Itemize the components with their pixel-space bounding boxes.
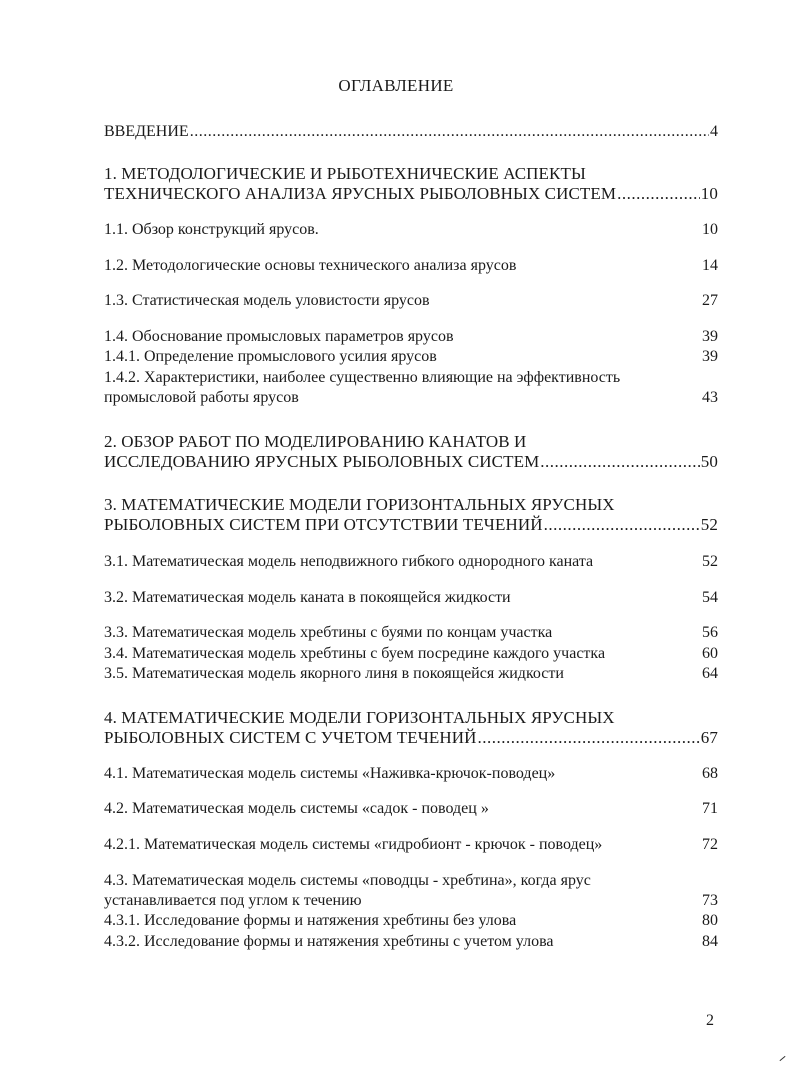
toc-entry-page: 50 — [700, 452, 718, 471]
toc-entry-page: 27 — [702, 292, 718, 309]
toc-chapter-1-line1: 1. МЕТОДОЛОГИЧЕСКИЕ И РЫБОТЕХНИЧЕСКИЕ АСПЕКТЫ — [104, 164, 586, 183]
toc-entry-text: 1.4.1. Определение промыслового усилия ярусов — [104, 348, 437, 365]
toc-entry-1-3[interactable] — [104, 291, 718, 311]
toc-chapter-3-line1: 3. МАТЕМАТИЧЕСКИЕ МОДЕЛИ ГОРИЗОНТАЛЬНЫХ ЯРУСНЫХ — [104, 495, 615, 514]
toc-entry-3-4[interactable] — [104, 644, 718, 664]
toc-entry-page: 67 — [700, 728, 718, 747]
toc-entry-text: 3.2. Математическая модель каната в покоящейся жидкости — [104, 589, 511, 606]
toc-entry-text: 3.3. Математическая модель хребтины с буями по концам участка — [104, 624, 553, 641]
toc-entry-4-3-line1: 4.3. Математическая модель системы «поводцы - хребтина», когда ярус — [104, 872, 591, 889]
toc-entry-page: 54 — [702, 589, 718, 606]
toc-entry-page: 14 — [702, 257, 718, 274]
toc-entry-1-1[interactable] — [104, 220, 718, 240]
leader-dots — [478, 728, 700, 748]
leader-dots — [190, 122, 709, 142]
toc-entry-text: 4.2. Математическая модель системы «садок - поводец » — [104, 800, 489, 817]
toc-chapter-1[interactable] — [104, 184, 718, 204]
toc-entry-4-2[interactable] — [104, 799, 718, 819]
toc-entry-page: 56 — [702, 624, 718, 641]
toc-entry-1-4-1[interactable] — [104, 347, 718, 367]
toc-entry-page: 39 — [702, 348, 718, 365]
leader-dots — [544, 515, 700, 535]
page-number: 2 — [706, 1012, 714, 1029]
leader-dots — [540, 452, 700, 472]
toc-entry-text: 1.1. Обзор конструкций ярусов. — [104, 221, 319, 238]
toc-entry-4-3[interactable] — [104, 891, 718, 911]
toc-entry-text: устанавливается под углом к течению — [104, 892, 362, 909]
toc-entry-page: 68 — [702, 765, 718, 782]
toc-entry-text: ИССЛЕДОВАНИЮ ЯРУСНЫХ РЫБОЛОВНЫХ СИСТЕМ — [104, 452, 540, 471]
toc-entry-page: 80 — [702, 912, 718, 929]
toc-entry-page: 10 — [702, 221, 718, 238]
scan-mark — [779, 1056, 785, 1061]
toc-entry-4-3-2[interactable] — [104, 932, 718, 952]
toc-entry-page: 52 — [700, 515, 718, 534]
toc-entry-3-2[interactable] — [104, 588, 718, 608]
toc-entry-page: 72 — [702, 836, 718, 853]
toc-entry-text: 3.1. Математическая модель неподвижного гибкого однородного каната — [104, 553, 594, 570]
toc-entry-page: 71 — [702, 800, 718, 817]
toc-entry-text: 1.3. Статистическая модель уловистости ярусов — [104, 292, 430, 309]
toc-entry-text: 1.4. Обоснование промысловых параметров ярусов — [104, 328, 454, 345]
toc-entry-4-3-1[interactable] — [104, 911, 718, 931]
toc-entry-page: 64 — [702, 665, 718, 682]
toc-entry-page: 60 — [702, 645, 718, 662]
toc-entry-text: 4.2.1. Математическая модель системы «гидробионт - крючок - поводец» — [104, 836, 603, 853]
toc-entry-text: 3.4. Математическая модель хребтины с буем посредине каждого участка — [104, 645, 606, 662]
leader-dots — [617, 184, 700, 204]
toc-entry-text: ТЕХНИЧЕСКОГО АНАЛИЗА ЯРУСНЫХ РЫБОЛОВНЫХ СИСТЕМ — [104, 184, 617, 203]
toc-entry-page: 84 — [702, 933, 718, 950]
toc-entry-1-4-2[interactable] — [104, 388, 718, 408]
toc-chapter-4[interactable] — [104, 728, 718, 748]
toc-entry-4-2-1[interactable] — [104, 835, 718, 855]
toc-entry-text: РЫБОЛОВНЫХ СИСТЕМ ПРИ ОТСУТСТВИИ ТЕЧЕНИЙ — [104, 515, 543, 534]
toc-entry-page: 73 — [702, 892, 718, 909]
toc-chapter-2-line1: 2. ОБЗОР РАБОТ ПО МОДЕЛИРОВАНИЮ КАНАТОВ И — [104, 432, 527, 451]
toc-entry-3-5[interactable] — [104, 664, 718, 684]
toc-entry-text: 1.2. Методологические основы технического анализа ярусов — [104, 257, 517, 274]
toc-entry-1-4[interactable] — [104, 327, 718, 347]
toc-entry-text: промысловой работы ярусов — [104, 389, 299, 406]
toc-entry-page: 52 — [702, 553, 718, 570]
toc-chapter-2[interactable] — [104, 452, 718, 472]
toc-entry-text: ВВЕДЕНИЕ — [104, 123, 189, 140]
toc-entry-text: 4.1. Математическая модель системы «Наживка-крючок-поводец» — [104, 765, 556, 782]
toc-entry-page: 4 — [710, 123, 718, 140]
toc-chapter-4-line1: 4. МАТЕМАТИЧЕСКИЕ МОДЕЛИ ГОРИЗОНТАЛЬНЫХ ЯРУСНЫХ — [104, 708, 615, 727]
toc-entry-text: 4.3.1. Исследование формы и натяжения хребтины без улова — [104, 912, 517, 929]
toc-entry-text: 4.3.2. Исследование формы и натяжения хребтины с учетом улова — [104, 933, 554, 950]
toc-entry-intro[interactable] — [104, 122, 718, 142]
toc-entry-1-2[interactable] — [104, 256, 718, 276]
toc-entry-4-1[interactable] — [104, 764, 718, 784]
toc-chapter-3[interactable] — [104, 515, 718, 535]
toc-entry-3-1[interactable] — [104, 552, 718, 572]
toc-entry-text: 3.5. Математическая модель якорного линя в покоящейся жидкости — [104, 665, 564, 682]
toc-entry-text: РЫБОЛОВНЫХ СИСТЕМ С УЧЕТОМ ТЕЧЕНИЙ — [104, 728, 477, 747]
toc-entry-page: 43 — [702, 389, 718, 406]
toc-entry-1-4-2-line1: 1.4.2. Характеристики, наиболее существенно влияющие на эффективность — [104, 369, 621, 386]
toc-entry-page: 10 — [700, 184, 718, 203]
toc-entry-3-3[interactable] — [104, 623, 718, 643]
page-title: ОГЛАВЛЕНИЕ — [338, 76, 454, 95]
toc-entry-page: 39 — [702, 328, 718, 345]
